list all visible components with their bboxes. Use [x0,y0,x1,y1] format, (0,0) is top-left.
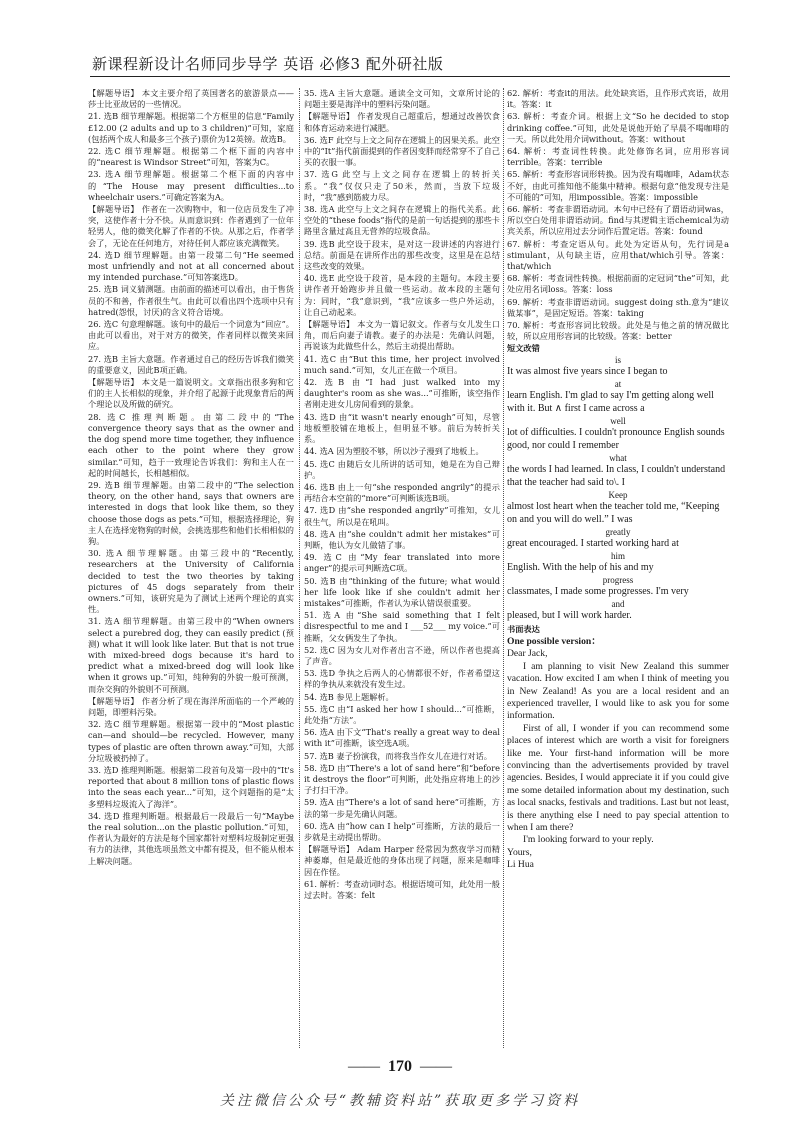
footer-notice: 关注微信公众号“教辅资料站”获取更多学习资料 [219,1093,581,1109]
answer-paragraph: 62. 解析：考查it的用法。此处缺宾语，且作形式宾语，故用it。答案：it [507,88,729,110]
answer-paragraph: 35. 选A 主旨大意题。通读全文可知，文章所讨论的问题主要是海洋中的塑料污染问题。 [304,88,500,110]
essay-closing: Yours, [507,846,532,858]
answer-paragraph: 【解题导语】 本文为一篇记叙文。作者与女儿发生口角，而后向妻子请教。妻子的办法是：先确认问题，再说该为此做些什么，然后主动提出帮助。 [304,319,500,352]
correction-text: learn English. I'm glad to say I'm getting along well with it. But ∧ first I came across a [507,389,714,414]
answer-paragraph: 39. 选B 此空设于段末，是对这一段讲述的内容进行总结。前面是在讲所作出的那些改变，这里是在总结这些改变的效果。 [304,238,500,272]
answer-paragraph: 68. 解析：考查词性转换。根据前面的定冠词“the”可知，此处应用名词loss。答案：loss [507,273,729,295]
answer-paragraph: 67. 解析：考查定语从句。此处为定语从句，先行词是a stimulant，从句缺主语，应用that/which引导。答案：that/which [507,238,729,272]
essay-signature: Li Hua [507,859,534,871]
essay-paragraph: I'm looking forward to your reply. [523,834,654,846]
column-divider [299,88,300,1048]
answer-paragraph: 53. 选D 争执之后两人的心情都很不好，作者希望这样的争执从来就没有发生过。 [304,668,500,690]
correction-text: pleased, but I will work harder. [507,609,632,621]
correction-fix: Keep [608,489,628,500]
correction-fix: progress [602,574,634,585]
answer-paragraph: 45. 选C 由随后女儿所讲的话可知，她是在为自己辩护。 [304,458,500,480]
answer-paragraph: 【解题导语】 Adam Harper 经常因为熬夜学习而精神萎靡，但是最近他的身体出现了问题，原来是咖啡因在作怪。 [304,844,500,877]
answer-column-1 [88,88,294,1048]
column-divider [503,88,504,1048]
answer-paragraph: 66. 解析：考查非谓语动词。本句中已经有了谓语动词was，所以空白处用非谓语动词。find与其逻辑主语chemical为动宾关系，所以应用过去分词作后置定语。答案：found [507,204,729,237]
correction-text: the words I had learned. In class, I couldn't understand that the teacher had said to\. I [507,463,726,488]
correction-text: great encouraged. I started working hard at [507,537,679,549]
essay-label: One possible version： [507,635,601,647]
answer-paragraph: 25. 选B 词义猜测题。由前面的描述可以看出，由于售货员的不和善，作者很生气。由此可以看出四个选项中只有hatred(怨恨，讨厌)的含义符合语境。 [88,284,294,317]
correction-text: It was almost five years since I began to [507,365,668,377]
answer-paragraph: 23. 选A 细节理解题。根据第二个框下面的内容中的“The House may present difficulties...to wheelchair users.”可确定答案为A。 [88,169,294,202]
correction-line [507,356,729,378]
answer-paragraph: 47. 选D 由“she responded angrily”可推知，女儿很生气，所以是在吼叫。 [304,505,500,527]
answer-paragraph: 33. 选D 推理判断题。根据第二段首句及第一段中的“It's reported that about 8 million tons of plastic flows into the seas each year...”可知，这个问题指的是“太多塑料垃圾流入了海洋”。 [88,764,294,809]
answer-paragraph: 36. 选F 此空与上文之间存在逻辑上的因果关系。此空中的“It”指代前面提到的作者因变胖而经常穿不了自己买的衣服一事。 [304,134,500,168]
essay-paragraph: First of all, I wonder if you can recommend some places of interest which are worth a visit for foreigners like me. Your first-hand information will be more convincing than the advertisements provided by travel agencies. Besides, I would appreciate it if you could give me some detailed information about my destination, such as local snacks, festivals and traditions. Last but not least, is there anything else I need to pay special attention to when I am there? [507,722,729,833]
header-title: 新课程新设计名师同步导学 英语 必修3 配外研社版 [92,55,444,73]
answer-paragraph: 【解题导语】 作者发现自己超重后，想通过改善饮食和体育运动来进行减肥。 [304,111,500,133]
answer-paragraph: 34. 选D 推理判断题。根据最后一段最后一句“Maybe the real solution...on the plastic pollution.”可知，作者认为最好的方法是每个国家都针对塑料垃圾制定更强有力的法律，其他选项虽然文中都有提及，但不能从根本上解决问题。 [88,810,294,866]
answer-paragraph: 27. 选B 主旨大意题。作者通过自己的经历告诉我们微笑的重要意义，因此B项正确。 [88,353,294,375]
answer-paragraph: 44. 选A 因为塑胶不够，所以沙子漫到了地板上。 [304,446,484,457]
correction-text: almost lost heart when the teacher told me, “Keeping on and you will do well.” I was [507,500,720,525]
answer-paragraph: 30. 选A 细节理解题。由第三段中的“Recently, researchers at the University of California decided to test the two theories by taking pictures of 45 dogs separately from their owners.”可知，该研究是为了测试上述两个理论的真实性。 [88,548,294,615]
answer-paragraph: 40. 选E 此空设于段首，是本段的主题句。本段主要讲作者开始跑步并且做一些运动。故本段的主题句为：同时，“我”意识到，“我”应该多一些户外运动，让自己动起来。 [304,273,500,317]
answer-paragraph: 58. 选D 由“There's a lot of sand here”和“before it destroys the floor”可判断，此处指应将地上的沙子打扫干净。 [304,762,500,796]
essay-paragraph: I am planning to visit New Zealand this summer vacation. How excited I am when I think of meeting you in New Zealand! As you are a local resident and an experienced traveller, I would like to ask you for some information. [507,660,729,722]
correction-fix: and [611,598,625,609]
answer-paragraph: 59. 选A 由“There's a lot of sand here”可推断，方法的第一步是先确认问题。 [304,797,500,819]
answer-paragraph: 63. 解析：考查介词。根据上文“So he decided to stop drinking coffee.”可知，此处是说他开始了早晨不喝咖啡的一天。所以此处用介词without。答案：without [507,111,729,144]
correction-line [507,600,729,622]
answer-paragraph: 65. 解析：考查形容词形转换。因为没有喝咖啡，Adam状态不好，由此可推知他不能集中精神。根据句意“他发现专注是不可能的”可知，用impossible。答案：impossible [507,169,729,202]
answer-paragraph: 41. 选C 由“But this time, her project involved much sand.”可知，女儿正在做一个项目。 [304,353,500,375]
answer-paragraph: 【解题导语】 本文是一篇说明文。文章指出很多狗和它们的主人长相似的现象，并介绍了起源于此现象背后的两个理论以及所做的研究。 [88,377,294,410]
correction-fix: well [610,415,626,426]
correction-fix: him [610,550,625,561]
correction-line [507,454,729,489]
answer-paragraph: 37. 选G 此空与上文之间存在逻辑上的转折关系。“我”仅仅只走了50米，然而，当放下垃圾时，“我”感到筋疲力尽。 [304,169,500,202]
page-header [90,50,730,77]
answer-paragraph: 32. 选C 细节理解题。根据第一段中的“Most plastic can—and should—be recycled. However, many types of plastic are often thrown away.”可知，大部分垃圾被扔掉了。 [88,719,294,763]
answer-paragraph: 48. 选A 由“she couldn't admit her mistakes”可判断，他认为女儿做错了事。 [304,528,500,550]
sample-essay [507,636,729,872]
answer-paragraph: 【解题导语】 本文主要介绍了英国著名的旅游景点——莎士比亚故居的一些情况。 [88,88,294,110]
error-correction [507,356,729,622]
answer-paragraph: 21. 选B 细节理解题。根据第二个方框里的信息“Family £12.00 (2 adults and up to 3 children)”可知，家庭(包括两个成人和最多三个孩子)票价为12英镑。故选B。 [88,111,294,144]
correction-text: lot of difficulties. I couldn't pronounce English sounds good, nor could I remember [507,426,725,451]
correction-text: English. With the help of his and my [507,561,654,573]
correction-fix: what [609,452,627,463]
answer-paragraph: 70. 解析：考查形容词比较级。此处是与他之前的情况做比较，所以应用形容词的比较级。答案：better [507,320,729,342]
answer-paragraph: 29. 选B 细节理解题。由第二段中的“The selection theory, on the other hand, says that owners are interested in dogs that look like them, so they choose those dogs as pets.”可知，根据选择理论，狗主人在选择宠物狗的时候，会挑选那些和他们长相相似的狗。 [88,479,294,546]
answer-paragraph: 51. 选A 由“She said something that I felt disrespectful to me and I ___52___ my voice.”可推断，父女俩发生了争执。 [304,610,500,643]
answer-column-3 [507,88,729,1048]
answer-paragraph: 46. 选B 由上一句“she responded angrily”的提示再结合本空前的“more”可判断该选B项。 [304,481,500,504]
answer-paragraph: 31. 选A 细节理解题。由第三段中的“When owners select a purebred dog, they can easily predict (预测) what it will look like later. But that is not true with mixed-breed dogs because it's hard to predict what a mixed-breed dog will look like when it grows up.”可知，纯种狗的外貌一般可预测，而杂交狗的外貌则不可预测。 [88,616,294,694]
answer-paragraph: 64. 解析：考查词性转换。此处修饰名词，应用形容词terrible。答案：terrible [507,146,729,168]
answer-paragraph: 【解题导语】 作者在一次购物中，和一位店员发生了冲突，这使作者十分不快。从而意识到：作者遇到了一位年轻男人，他的微笑化解了作者的不快。从那之后，作者学会了，无论在任何地方，对待任何人都应该充满微笑。 [88,204,294,248]
correction-fix: is [614,354,621,365]
answer-column-2 [304,88,500,1048]
answer-paragraph: 60. 选A 由“how can I help”可推断，方法的最后一步就是主动提出帮助。 [304,820,500,842]
correction-line [507,491,729,526]
answer-paragraph: 52. 选C 因为女儿对作者出言不逊，所以作者也提高了声音。 [304,644,500,666]
correction-line [507,576,729,598]
correction-text: classmates, I made some progresses. I'm very [507,585,689,597]
answer-paragraph: 24. 选D 细节理解题。由第一段第二句“He seemed most unfriendly and not at all concerned about my intended purchase.”可知答案选D。 [88,249,294,283]
answer-paragraph: 22. 选C 细节理解题。根据第二个框下面的内容中的“nearest is Windsor Street”可知，答案为C。 [88,146,294,168]
correction-fix: at [614,378,622,389]
correction-line [507,417,729,452]
correction-fix: greatly [605,526,631,537]
answer-paragraph: 50. 选B 由“thinking of the future; what would her life look like if she couldn't admit her mistakes”可推断，作者认为承认错误很重要。 [304,575,500,608]
answer-paragraph: 43. 选D 由“it wasn't nearly enough”可知，尽管地板塑胶铺在地板上，但明显不够。前后为转折关系。 [304,411,500,445]
writing-heading: 书面表达 [507,623,540,634]
answer-paragraph: 28. 选C 推理判断题。由第二段中的“The convergence theory says that as the owner and the dog spend more time together, they influence each other to the point where they grow similar.”可知，趋于一致理论告诉我们：狗和主人在一起的时间越长，长相越相似。 [88,411,294,478]
answer-paragraph: 55. 选C 由“I asked her how I should...”可推断，此处指“方法”。 [304,703,500,725]
correction-line [507,528,729,550]
answer-paragraph: 61. 解析：考查动词时态。根据语境可知，此处用一般过去时。答案：felt [304,878,500,901]
essay-greeting: Dear Jack, [507,648,548,660]
answer-paragraph: 【解题导语】 作者分析了现在海洋所面临的一个严峻的问题，即塑料污染。 [88,695,294,717]
answer-paragraph: 26. 选C 句意理解题。该句中的最后一个词意为“回应”。由此可以看出，对于对方的微笑，作者同样以微笑来回应。 [88,319,294,352]
answer-paragraph: 54. 选B 参见上题解析。 [304,691,394,702]
answer-paragraph: 69. 解析：考查非谓语动词。suggest doing sth.意为“建议做某事”，是固定短语。答案：taking [507,296,729,318]
answer-paragraph: 56. 选A 由下文“That's really a great way to deal with it”可推断，该空选A项。 [304,727,500,749]
answer-paragraph: 42. 选B 由“I had just walked into my daughter's room as she was...”可推断，该空指作者刚走进女儿房间看到的景象。 [304,377,500,410]
answer-paragraph: 49. 选C 由“My fear translated into more anger”的提示可判断选C项。 [304,552,500,574]
correction-line [507,552,729,574]
correction-heading: 短文改错 [507,343,540,354]
answer-paragraph: 38. 选A 此空与上文之间存在逻辑上的指代关系。此空处的“these foods”指代的是前一句话提到的那些卡路里含量过高且无营养的垃圾食品。 [304,204,500,237]
page-number: —— 170 —— [0,1058,800,1076]
answer-paragraph: 57. 选B 妻子扮演我，而将我当作女儿在进行对话。 [304,750,492,761]
correction-line [507,380,729,415]
